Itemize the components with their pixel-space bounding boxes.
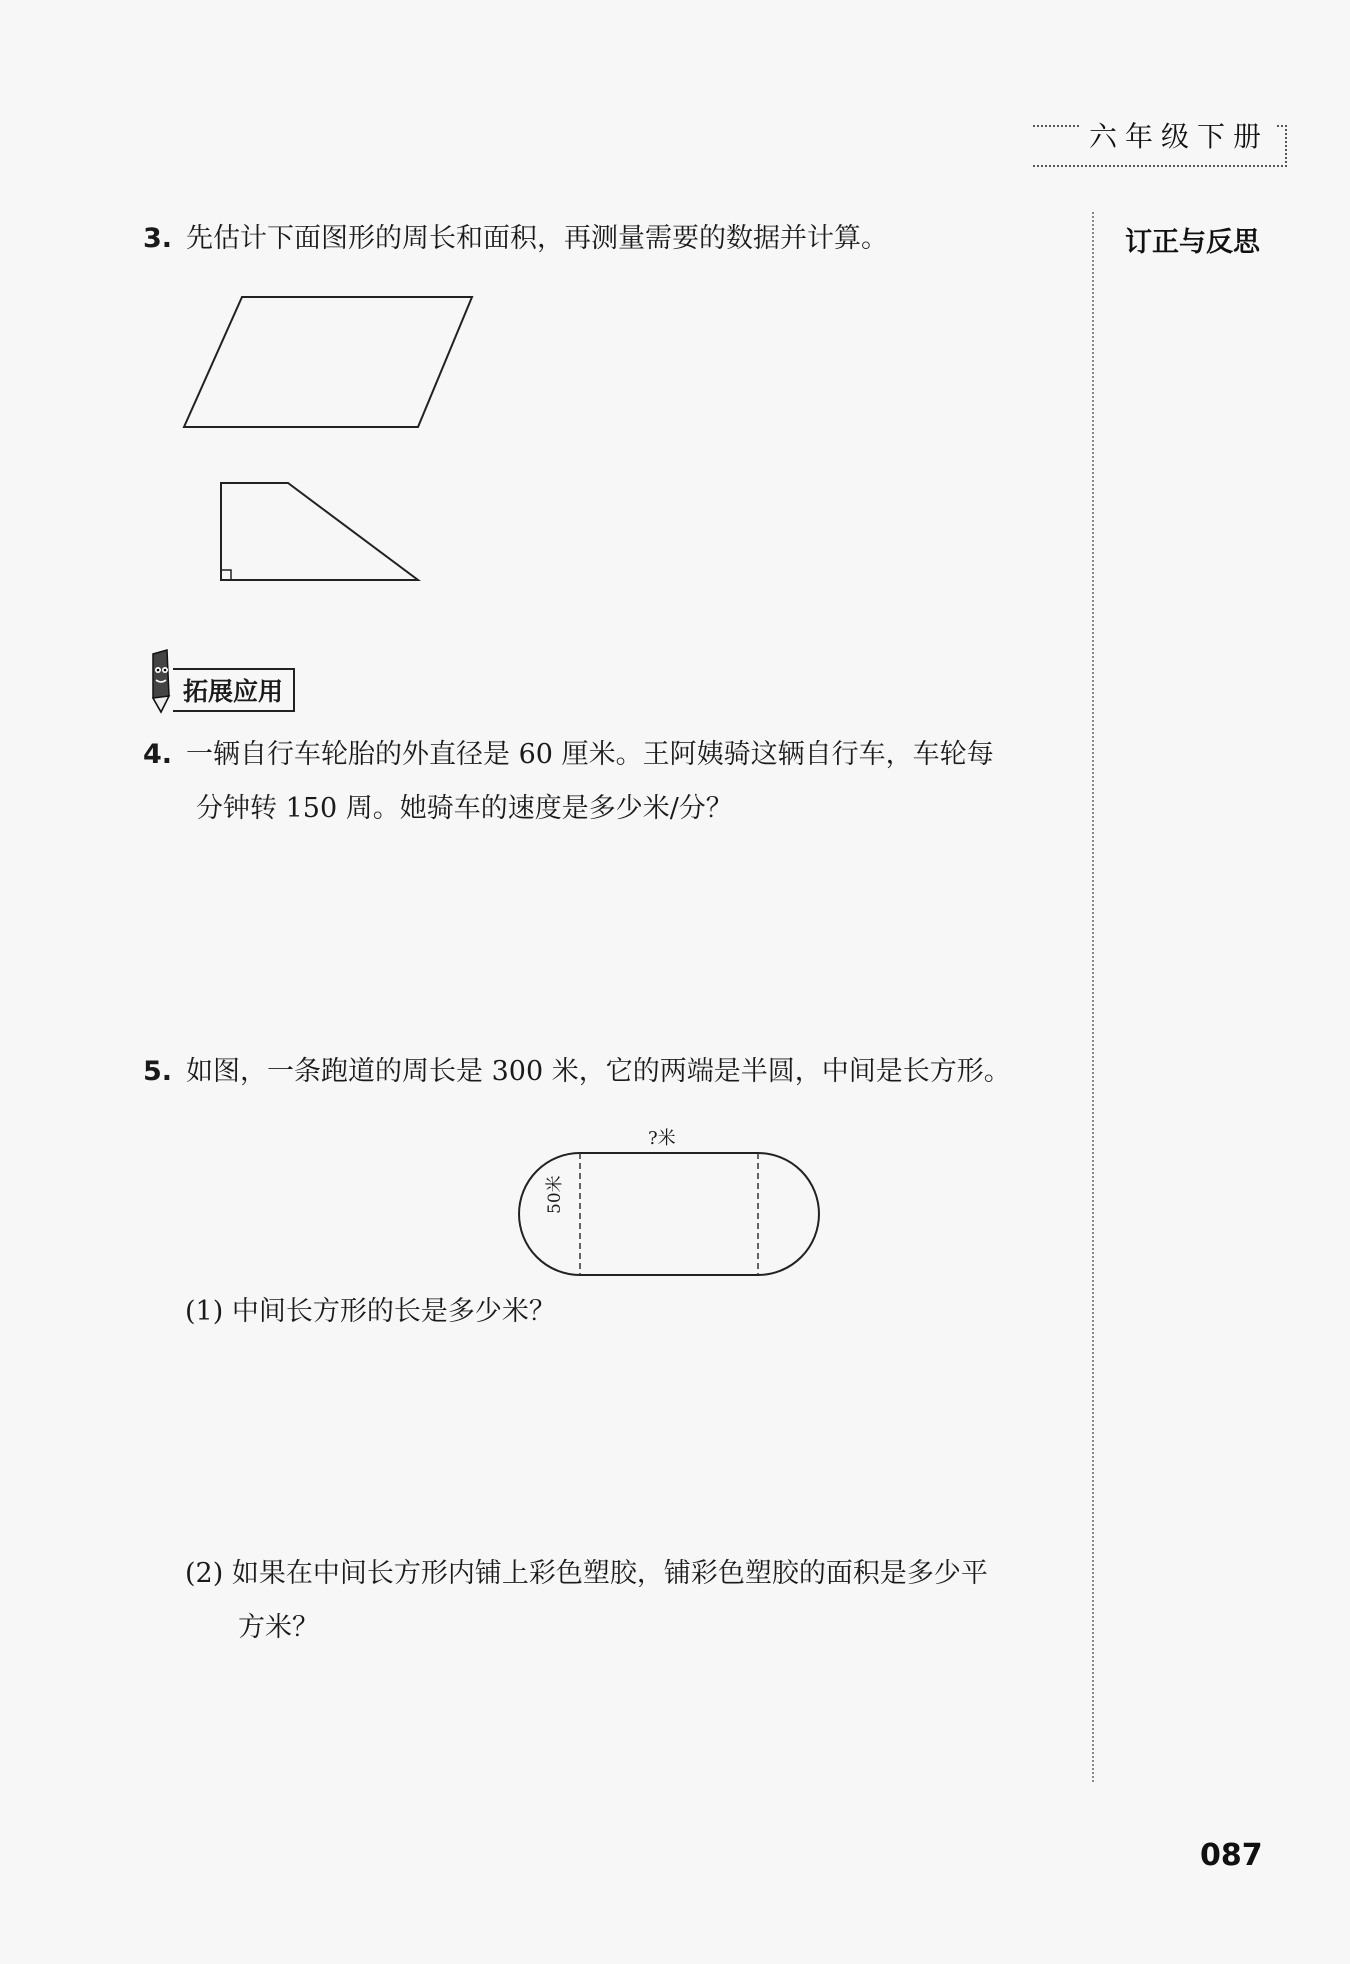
correction-reflection-title: 订正与反思 bbox=[1125, 227, 1260, 258]
question-3 bbox=[143, 212, 888, 266]
question-text-line2: 方米？ bbox=[238, 1612, 319, 1643]
question-number: 3. bbox=[143, 223, 173, 254]
question-4 bbox=[143, 728, 1073, 836]
track-length-label: ?米 bbox=[648, 1128, 676, 1149]
section-label: 拓展应用 bbox=[173, 668, 295, 712]
question-text: 先估计下面图形的周长和面积，再测量需要的数据并计算。 bbox=[186, 223, 889, 254]
grade-label: 六年级下册 bbox=[1081, 115, 1277, 155]
question-5 bbox=[143, 1045, 1011, 1099]
parallelogram-figure bbox=[180, 295, 480, 430]
right-trapezoid-figure bbox=[218, 480, 423, 585]
question-text-line2: 分钟转 150 周。她骑车的速度是多少米/分？ bbox=[196, 793, 733, 824]
question-number: 4. bbox=[143, 739, 173, 770]
grade-header-box bbox=[1033, 120, 1287, 167]
question-5-part-1: (1) 中间长方形的长是多少米？ bbox=[185, 1296, 556, 1327]
running-track-figure bbox=[518, 1120, 818, 1290]
question-5-part-2 bbox=[185, 1547, 1065, 1655]
question-text-line1: 一辆自行车轮胎的外直径是 60 厘米。王阿姨骑这辆自行车，车轮每 bbox=[186, 739, 994, 770]
question-text: 如图，一条跑道的周长是 300 米，它的两端是半圆，中间是长方形。 bbox=[186, 1056, 1011, 1087]
question-number: 5. bbox=[143, 1056, 173, 1087]
page-number: 087 bbox=[1200, 1838, 1263, 1873]
question-text-line1: (2) 如果在中间长方形内铺上彩色塑胶，铺彩色塑胶的面积是多少平 bbox=[185, 1558, 988, 1589]
sidebar-divider bbox=[1092, 212, 1094, 1782]
track-width-label: 50米 bbox=[545, 1175, 565, 1214]
